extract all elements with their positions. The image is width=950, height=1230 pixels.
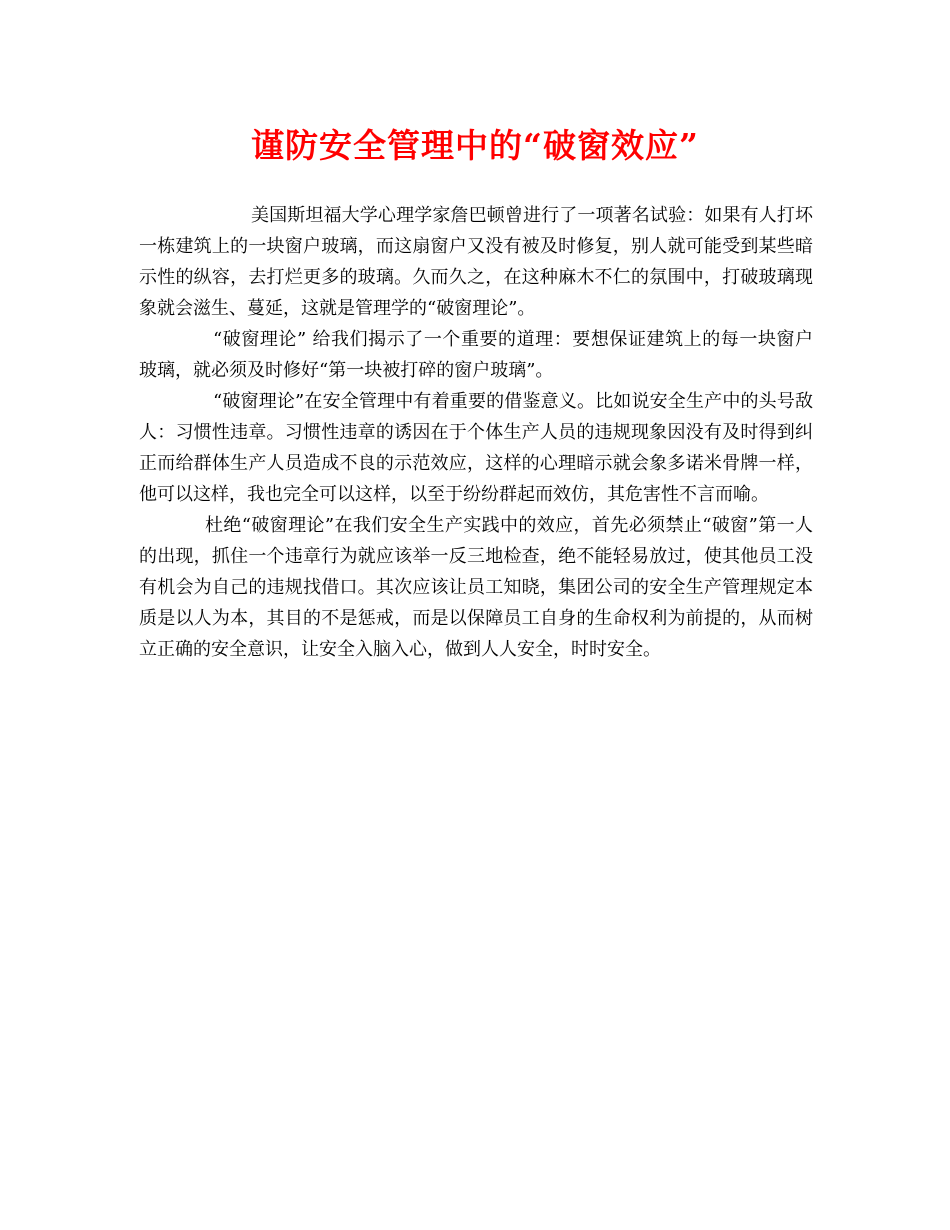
paragraph-4: 杜绝“破窗理论”在我们安全生产实践中的效应，首先必须禁止“破窗”第一人的出现，抓住一个违章行为就应该举一反三地检查，绝不能轻易放过，使其他员工没有机会为自己的违规找借口。其次应该让员工知晓，集团公司的安全生产管理规定本质是以人为本，其目的不是惩戒，而是以保障员工自身的生命权利为前提的，从而树立正确的安全意识，让安全入脑入心，做到人人安全，时时安全。 bbox=[139, 515, 813, 660]
paragraph-1: 美国斯坦福大学心理学家詹巴顿曾进行了一项著名试验：如果有人打坏一栋建筑上的一块窗户玻璃，而这扇窗户又没有被及时修复，别人就可能受到某些暗示性的纵容，去打烂更多的玻璃。久而久之，在这种麻木不仁的氛围中，打破玻璃现象就会滋生、蔓延，这就是管理学的“破窗理论”。 bbox=[139, 205, 813, 319]
document-body bbox=[139, 200, 813, 665]
paragraph-3: “破窗理论”在安全管理中有着重要的借鉴意义。比如说安全生产中的头号敌人：习惯性违章。习惯性违章的诱因在于个体生产人员的违规现象因没有及时得到纠正而给群体生产人员造成不良的示范效应，这样的心理暗示就会象多诺米骨牌一样，他可以这样，我也完全可以这样，以至于纷纷群起而效仿，其危害性不言而喻。 bbox=[139, 391, 813, 505]
paragraph-2: “破窗理论” 给我们揭示了一个重要的道理：要想保证建筑上的每一块窗户玻璃，就必须及时修好“第一块被打碎的窗户玻璃”。 bbox=[139, 329, 813, 381]
document-title: 谨防安全管理中的“破窗效应” bbox=[251, 126, 699, 165]
